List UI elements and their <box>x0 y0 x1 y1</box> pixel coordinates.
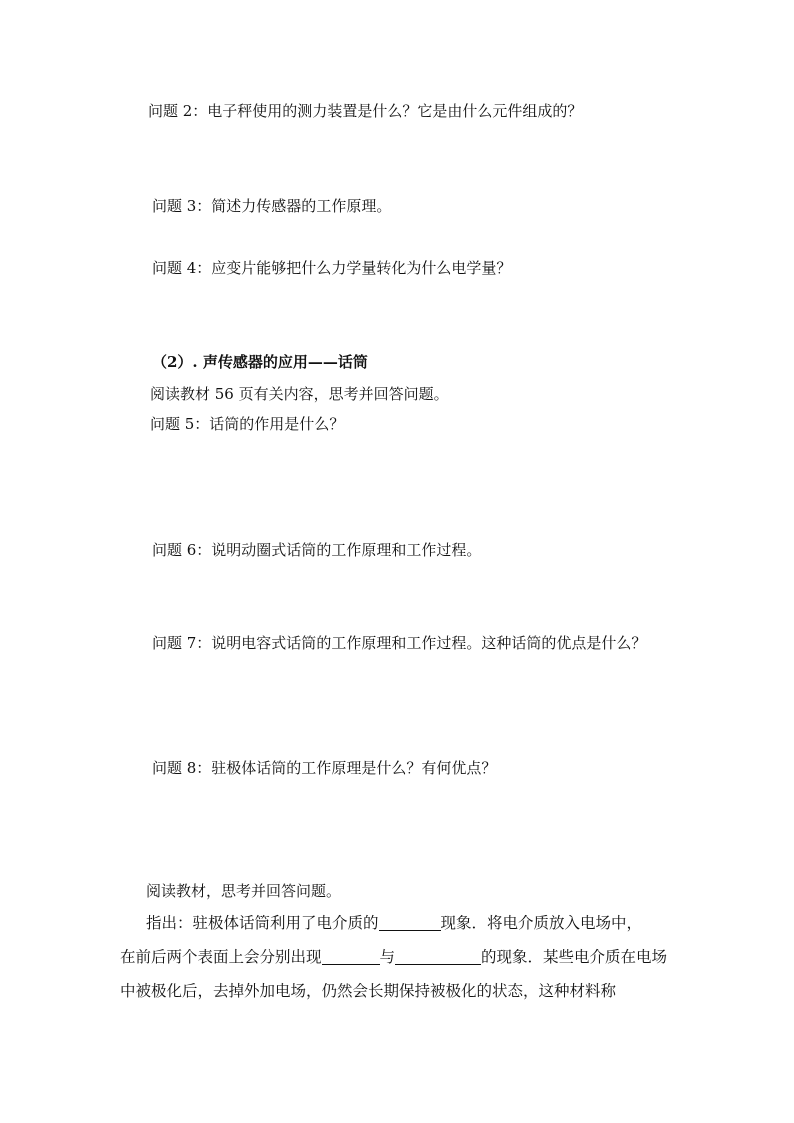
answer-blank-2[interactable] <box>322 948 380 965</box>
reading-intro: 阅读教材，思考并回答问题。 <box>146 882 342 900</box>
fill-in-paragraph <box>120 906 680 1008</box>
question-5: 问题 5：话筒的作用是什么？ <box>150 415 345 433</box>
paragraph-text: 的现象．某些电介质在电场 <box>481 948 668 966</box>
question-8: 问题 8：驻极体话筒的工作原理是什么？有何优点？ <box>152 759 497 777</box>
question-7: 问题 7：说明电容式话筒的工作原理和工作过程。这种话筒的优点是什么？ <box>152 634 647 652</box>
section-heading: （2）. 声传感器的应用——话筒 <box>152 353 368 371</box>
answer-blank-3[interactable] <box>395 948 481 965</box>
reading-instruction: 阅读教材 56 页有关内容，思考并回答问题。 <box>150 385 449 403</box>
answer-blank-1[interactable] <box>379 914 441 931</box>
question-4: 问题 4：应变片能够把什么力学量转化为什么电学量？ <box>152 259 512 277</box>
paragraph-text: 指出：驻极体话筒利用了电介质的 <box>146 914 379 932</box>
paragraph-text: 现象．将电介质放入电场中， <box>440 914 643 932</box>
question-6: 问题 6：说明动圈式话筒的工作原理和工作过程。 <box>152 541 482 559</box>
paragraph-text: 在前后两个表面上会分别出现 <box>120 948 322 966</box>
question-3: 问题 3：简述力传感器的工作原理。 <box>152 197 392 215</box>
question-2: 问题 2：电子秤使用的测力装置是什么？它是由什么元件组成的？ <box>148 102 583 120</box>
paragraph-text: 中被极化后，去掉外加电场，仍然会长期保持被极化的状态，这种材料称 <box>120 982 617 1000</box>
paragraph-text: 与 <box>379 948 396 966</box>
